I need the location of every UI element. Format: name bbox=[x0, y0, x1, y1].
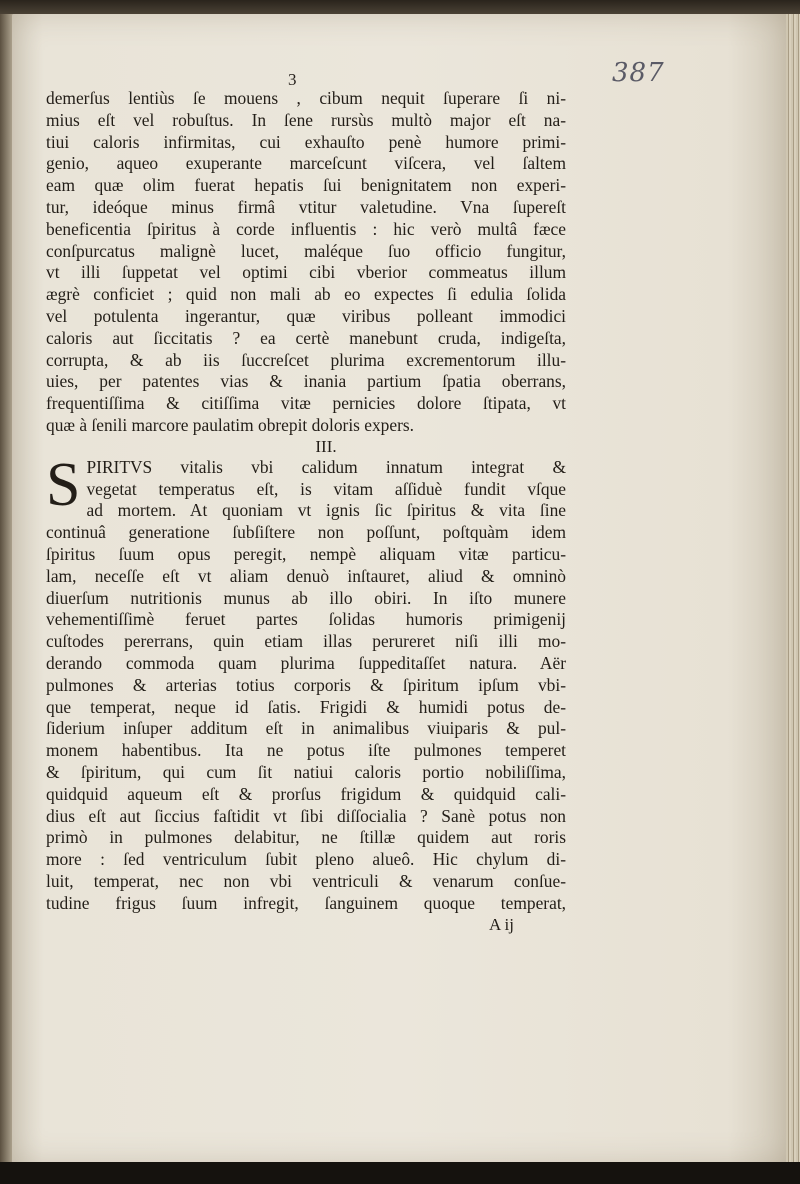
text-line: eam quæ olim fuerat hepatis ſui benignitatem non experi- bbox=[46, 175, 566, 196]
text-line: more : ſed ventriculum ſubit pleno alueô. Hic chylum di- bbox=[46, 849, 566, 870]
handwritten-folio-number: 387 bbox=[612, 58, 665, 88]
text-line: beneficentia ſpiritus à corde influentis : hic verò multâ fæce bbox=[46, 218, 566, 239]
text-line: lam, neceſſe eſt vt aliam denuò inſtauret, aliud & omninò bbox=[46, 565, 566, 586]
text-line: PIRITVS vitalis vbi calidum innatum integrat & bbox=[86, 456, 566, 477]
signature-mark: A ij bbox=[488, 915, 514, 935]
body-text bbox=[46, 88, 566, 936]
text-line: primò in pulmones delabitur, ne ſtillæ quidem aut roris bbox=[46, 827, 566, 848]
text-line: ægrè conficiet ; quid non mali ab eo expectes ſi edulia ſolida bbox=[46, 284, 566, 305]
paragraph-2 bbox=[46, 450, 566, 915]
book-bottom-edge bbox=[0, 1162, 800, 1184]
text-line: corrupta, & ab iis ſuccreſcet plurima excrementorum illu- bbox=[46, 349, 566, 370]
text-line: tur, ideóque minus firmâ vtitur valetudine. Vna ſupereſt bbox=[46, 196, 566, 217]
text-line: dius eſt aut ſiccius faſtidit vt ſibi diſſocialia ? Sanè potus non bbox=[46, 805, 566, 826]
text-line: demerſus lentiùs ſe mouens , cibum nequit ſuperare ſi ni- bbox=[46, 88, 566, 108]
page-number: 3 bbox=[288, 70, 297, 89]
text-line: pulmones & arterias totius corporis & ſpiritum ipſum vbi- bbox=[46, 674, 566, 695]
text-line: frequentiſſima & citiſſima vitæ pernicies dolore ſtipata, vt bbox=[46, 393, 566, 414]
drop-cap-letter: S bbox=[46, 450, 81, 519]
text-line: ſiderium inſuper additum eſt in animalibus viuiparis & pul- bbox=[46, 718, 566, 739]
text-line: conſpurcatus malignè lucet, maléque ſuo officio fungitur, bbox=[46, 240, 566, 261]
text-line: ad mortem. At quoniam vt ignis ſic ſpiritus & vita ſine bbox=[86, 500, 566, 521]
text-line: tiui caloris infirmitas, cui exhauſto penè humore primi- bbox=[46, 131, 566, 152]
text-line: vegetat temperatus eſt, is vitam aſſiduè fundit vſque bbox=[86, 478, 566, 499]
text-line: cuſtodes pererrans, quin etiam illas perureret niſi illi mo- bbox=[46, 631, 566, 652]
text-line: uies, per patentes vias & inania partium ſpatia oberrans, bbox=[46, 371, 566, 392]
text-line: & ſpiritum, qui cum ſit natiui caloris portio nobiliſſima, bbox=[46, 761, 566, 782]
paragraph-1 bbox=[46, 88, 566, 437]
text-line: continuâ generatione ſubſiſtere non poſſunt, poſtquàm idem bbox=[46, 522, 566, 543]
text-line: diuerſum nutritionis munus ab illo obiri. In iſto munere bbox=[46, 587, 566, 608]
text-line: vt illi ſuppetat vel optimi cibi vberior commeatus illum bbox=[46, 262, 566, 283]
text-line: derando commoda quam plurima ſuppeditaſſet natura. Aër bbox=[46, 652, 566, 673]
text-line: quæ à ſenili marcore paulatim obrepit doloris expers. bbox=[46, 414, 414, 435]
section-heading: III. bbox=[315, 436, 337, 456]
text-line: vel potulenta ingerantur, quæ viribus polleant immodici bbox=[46, 305, 566, 326]
text-line: que temperat, neque id ſatis. Frigidi & humidi potus de- bbox=[46, 696, 566, 717]
text-line: ſpiritus ſuum opus peregit, nempè aliquam vitæ particu- bbox=[46, 543, 566, 564]
text-line: mius eſt vel robuſtus. In ſene rursùs multò major eſt na- bbox=[46, 109, 566, 130]
page-stack-edge bbox=[786, 14, 800, 1164]
text-line: caloris aut ſiccitatis ? ea certè manebunt cruda, indigeſta, bbox=[46, 327, 566, 348]
text-line: tudine frigus ſuum infregit, ſanguinem quoque temperat, bbox=[46, 892, 566, 913]
text-line: genio, aqueo exuperante marceſcunt viſcera, vel ſaltem bbox=[46, 153, 566, 174]
text-line: luit, temperat, nec non vbi ventriculi & venarum conſue- bbox=[46, 870, 566, 891]
text-line: vehementiſſimè feruet partes ſolidas humoris primigenij bbox=[46, 609, 566, 630]
text-line: quidquid aqueum eſt & prorſus frigidum & quidquid cali- bbox=[46, 783, 566, 804]
text-line: monem habentibus. Ita ne potus iſte pulmones temperet bbox=[46, 740, 566, 761]
